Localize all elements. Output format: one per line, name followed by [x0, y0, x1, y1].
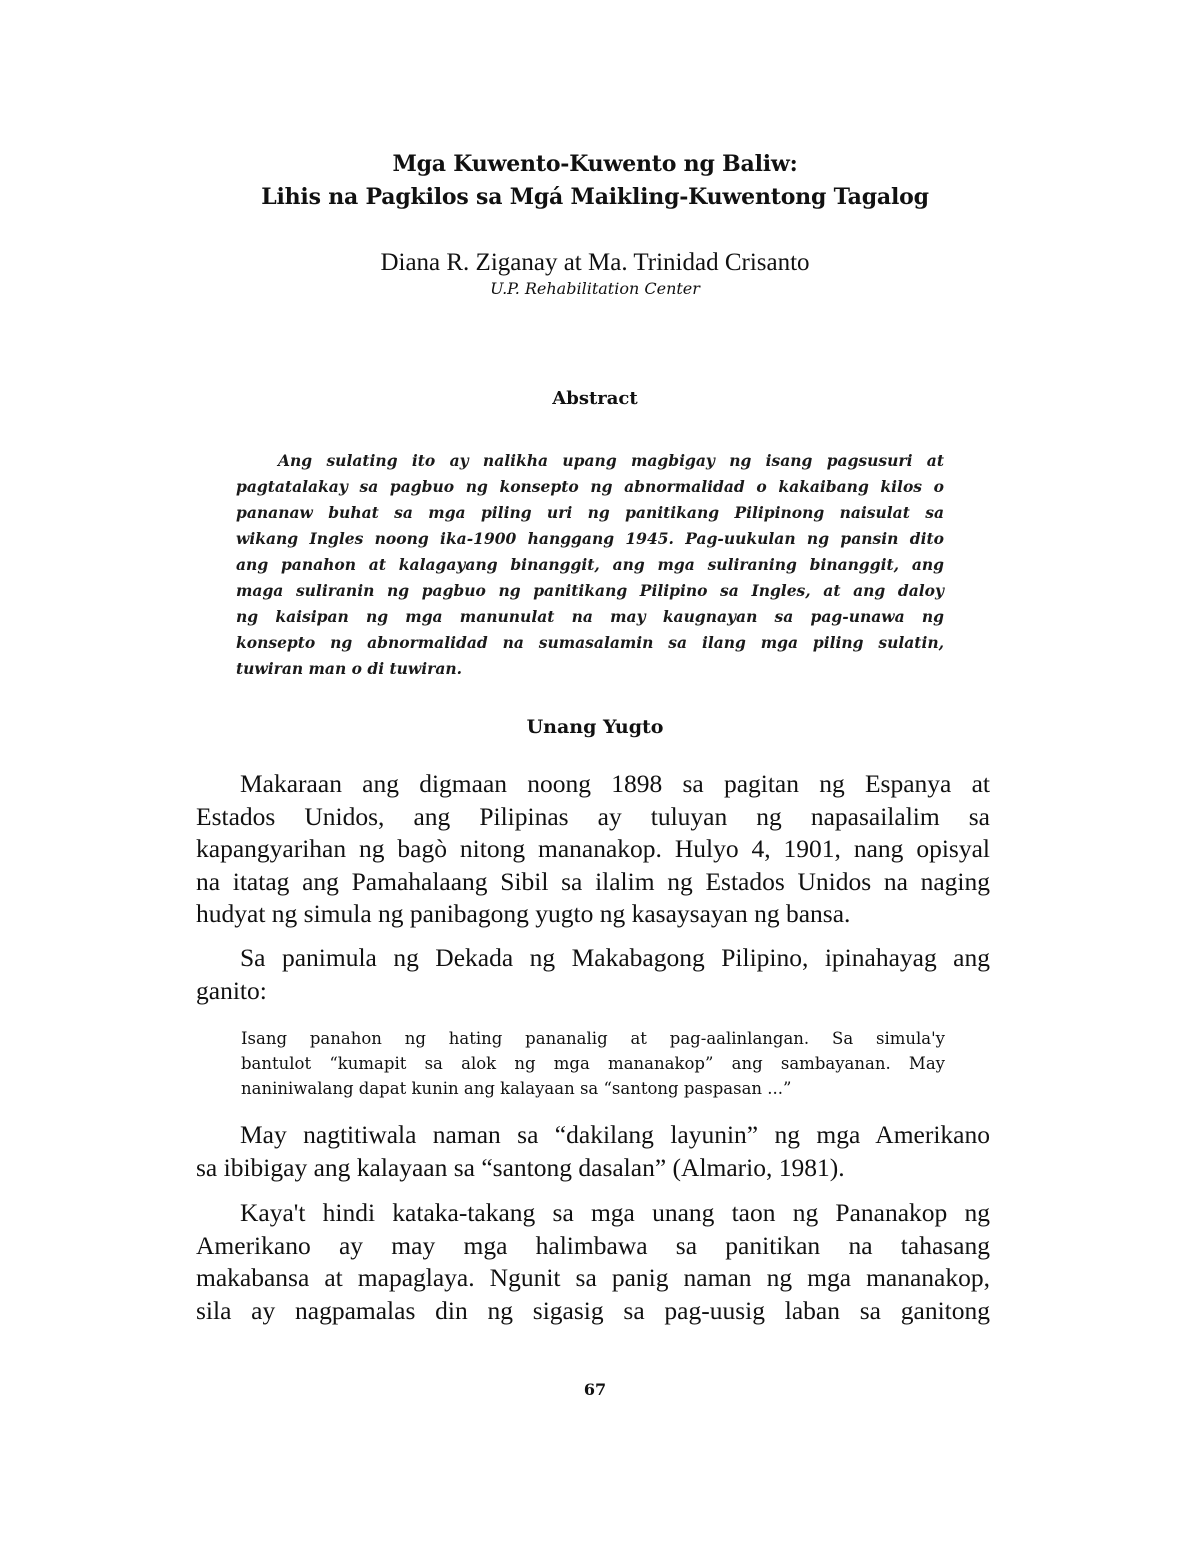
authors: Diana R. Ziganay at Ma. Trinidad Crisanto: [380, 249, 810, 276]
abstract-line: wikang Ingles noong ika-1900 hanggang 1945. Pag-uukulan ng pansin dito: [236, 529, 944, 548]
paragraph-line: na itatag ang Pamahalaang Sibil sa ilalim ng Estados Unidos na naging: [196, 866, 990, 896]
paragraph-line: ganito:: [196, 975, 267, 1005]
abstract-text: [236, 448, 944, 682]
abstract-line: pananaw buhat sa mga piling uri ng panitikang Pilipinong naisulat sa: [236, 503, 944, 522]
title-line-2: Lihis na Pagkilos sa Mgá Maikling-Kuwentong Tagalog: [261, 184, 929, 210]
affiliation: U.P. Rehabilitation Center: [490, 279, 700, 298]
abstract-line: tuwiran man o di tuwiran.: [236, 659, 463, 678]
paragraph-line: Estados Unidos, ang Pilipinas ay tuluyan ng napasailalim sa: [196, 801, 990, 831]
paragraph-1: [196, 768, 990, 931]
page-number: 67: [583, 1380, 607, 1399]
paragraph-line: sa ibibigay ang kalayaan sa “santong dasalan” (Almario, 1981).: [196, 1152, 845, 1182]
paragraph-4: [196, 1197, 990, 1327]
abstract-line: ng kaisipan ng mga manunulat na may kaugnayan sa pag-unawa ng: [236, 607, 944, 626]
abstract-line: Ang sulating ito ay nalikha upang magbigay ng isang pagsusuri at: [278, 451, 944, 470]
paragraph-line: Makaraan ang digmaan noong 1898 sa pagitan ng Espanya at: [240, 769, 990, 798]
paragraph-3: [196, 1119, 990, 1184]
quote-line: Isang panahon ng hating pananalig at pag-aalinlangan. Sa simula'y: [241, 1029, 945, 1048]
paragraph-line: hudyat ng simula ng panibagong yugto ng kasaysayan ng bansa.: [196, 899, 851, 928]
abstract-heading: Abstract: [552, 388, 638, 409]
section-heading: Unang Yugto: [526, 716, 664, 738]
abstract-line: pagtatalakay sa pagbuo ng konsepto ng abnormalidad o kakaibang kilos o: [236, 477, 944, 496]
paragraph-2: [196, 942, 990, 1007]
quote-line: bantulot “kumapit sa alok ng mga mananakop” ang sambayanan. May: [241, 1054, 945, 1073]
quote-line: naniniwalang dapat kunin ang kalayaan sa “santong paspasan ...”: [241, 1079, 792, 1098]
abstract-line: konsepto ng abnormalidad na sumasalamin sa ilang mga piling sulatin,: [236, 633, 944, 652]
title-line-1: Mga Kuwento-Kuwento ng Baliw:: [392, 151, 798, 177]
paragraph-line: makabansa at mapaglaya. Ngunit sa panig naman ng mga mananakop,: [196, 1263, 990, 1292]
paragraph-line: kapangyarihan ng bagò nitong mananakop. Hulyo 4, 1901, nang opisyal: [196, 834, 990, 863]
abstract-line: maga suliranin ng pagbuo ng panitikang Pilipino sa Ingles, at ang daloy: [236, 581, 944, 600]
paragraph-line: May nagtitiwala naman sa “dakilang layunin” ng mga Amerikano: [240, 1120, 990, 1149]
paragraph-line: Kaya't hindi kataka-takang sa mga unang taon ng Pananakop ng: [240, 1198, 990, 1227]
paragraph-line: sila ay nagpamalas din ng sigasig sa pag-uusig laban sa ganitong: [196, 1295, 990, 1325]
article-title: [200, 148, 990, 214]
block-quote: [241, 1026, 945, 1101]
paragraph-line: Amerikano ay may mga halimbawa sa panitikan na tahasang: [196, 1230, 990, 1260]
paragraph-line: Sa panimula ng Dekada ng Makabagong Pilipino, ipinahayag ang: [240, 943, 990, 972]
abstract-line: ang panahon at kalagayang binanggit, ang mga suliraning binanggit, ang: [236, 555, 944, 574]
